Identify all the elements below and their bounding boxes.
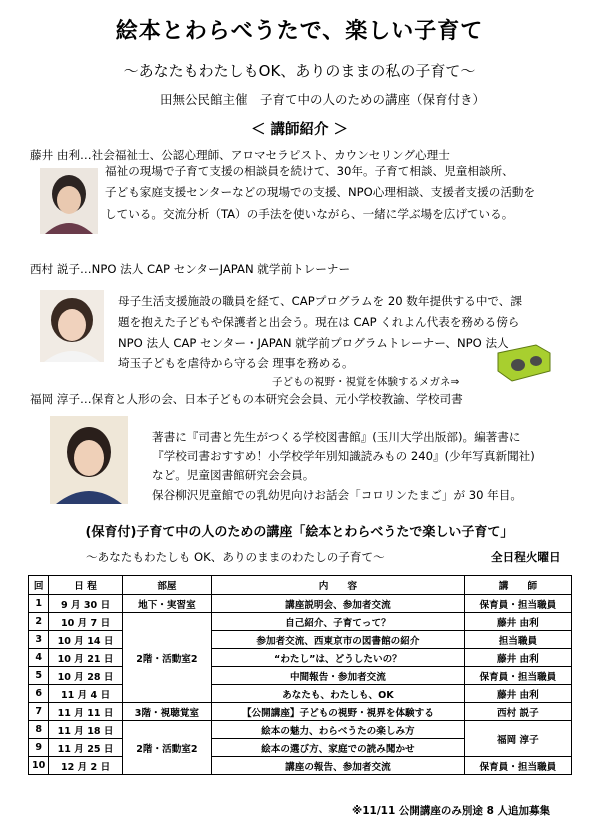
schedule-footnote: ※11/11 公開講座のみ別途 8 人追加募集 [352, 805, 551, 817]
row-date: 12 月 2 日 [49, 757, 122, 775]
row-date: 11 月 18 日 [49, 721, 122, 739]
table-row [29, 685, 572, 703]
lecturer-1-photo [40, 168, 98, 234]
row-date: 10 月 14 日 [49, 631, 122, 649]
lecturer-1-name: 藤井 由利…社会福祉士、公認心理師、アロマセラピスト、カウンセリング心理士 [30, 148, 450, 162]
course-subtitle: ～あなたもわたしも OK、ありのままのわたしの子育て～ [86, 550, 385, 564]
row-no: 9 [29, 739, 49, 757]
page-subtitle: ～あなたもわたしもOK、ありのままの私の子育て～ [123, 62, 476, 80]
row-content: 自己紹介、子育てって？ [212, 613, 465, 631]
row-room: 2階・活動室2 [122, 721, 211, 775]
row-content: 講座の報告、参加者交流 [212, 757, 465, 775]
lecturer-3-bio-line: など。児童図書館研究会会員。 [152, 468, 315, 482]
lecturer-2-bio-line: 題を抱えた子どもや保護者と出会う。現在は CAP くれよん代表を務める傍ら [118, 315, 520, 329]
lecturer-2-name: 西村 説子…NPO 法人 CAP センターJAPAN 就学前トレーナー [30, 262, 351, 276]
row-no: 4 [29, 649, 49, 667]
lecturer-1-bio-line: 福祉の現場で子育て支援の相談員を続けて、30年。子育て相談、児童相談所、 [105, 164, 514, 178]
row-room: 地下・実習室 [122, 595, 211, 613]
schedule-header-row [29, 576, 572, 595]
row-content: 【公開講座】子どもの視野・視界を体験する [212, 703, 465, 721]
row-date: 11 月 4 日 [49, 685, 122, 703]
table-row [29, 613, 572, 631]
lecturer-3-photo [50, 416, 128, 504]
table-row [29, 649, 572, 667]
lecturer-2-bio-line: 母子生活支援施設の職員を経て、CAPプログラムを 20 数年提供する中で、課 [118, 294, 522, 308]
row-content: “わたし”は、どうしたいの？ [212, 649, 465, 667]
row-lecturer: 保育員・担当職員 [464, 757, 571, 775]
row-lecturer: 福岡 淳子 [464, 721, 571, 757]
table-row [29, 667, 572, 685]
row-room: 3階・視聴覚室 [122, 703, 211, 721]
row-no: 5 [29, 667, 49, 685]
row-lecturer: 担当職員 [464, 631, 571, 649]
page-title: 絵本とわらべうたで、楽しい子育て [115, 19, 484, 44]
table-row [29, 703, 572, 721]
row-no: 1 [29, 595, 49, 613]
row-date: 11 月 11 日 [49, 703, 122, 721]
course-title: (保育付)子育て中の人のための講座「絵本とわらべうたで楽しい子育て」 [85, 525, 514, 540]
table-row [29, 757, 572, 775]
row-lecturer: 保育員・担当職員 [464, 667, 571, 685]
table-row [29, 721, 572, 739]
row-no: 10 [29, 757, 49, 775]
row-date: 10 月 28 日 [49, 667, 122, 685]
row-no: 2 [29, 613, 49, 631]
header-date: 日 程 [49, 576, 122, 595]
lecturer-section-heading: ＜ 講師紹介 ＞ [250, 122, 349, 138]
header-room: 部屋 [122, 576, 211, 595]
glasses-icon [496, 341, 552, 383]
row-lecturer: 保育員・担当職員 [464, 595, 571, 613]
row-date: 11 月 25 日 [49, 739, 122, 757]
table-row [29, 595, 572, 613]
lecturer-3-name: 福岡 淳子…保育と人形の会、日本子どもの本研究会会員、元小学校教諭、学校司書 [30, 392, 463, 406]
schedule-table [28, 575, 572, 775]
lecturer-2-bio-line: 埼玉子どもを虐待から守る会 理事を務める。 [118, 356, 354, 370]
lecturer-3-bio-line: 著書に『司書と先生がつくる学校図書館』(玉川大学出版部)。編著書に [152, 430, 521, 444]
lecturer-3-bio-line: 『学校司書おすすめ！小学校学年別知識読みもの 240』(少年写真新聞社) [152, 449, 535, 463]
row-date: 9 月 30 日 [49, 595, 122, 613]
row-content: 中間報告・参加者交流 [212, 667, 465, 685]
row-no: 8 [29, 721, 49, 739]
row-date: 10 月 21 日 [49, 649, 122, 667]
table-row [29, 631, 572, 649]
lecturer-1-bio-line: 子ども家庭支援センターなどの現場での支援、NPO心理相談、支援者支援の活動を [105, 185, 536, 199]
row-date: 10 月 7 日 [49, 613, 122, 631]
lecturer-2-photo [40, 290, 104, 362]
lecturer-2-bio-line: NPO 法人 CAP センター・JAPAN 就学前プログラムトレーナー、NPO 法人 [118, 336, 509, 350]
row-no: 3 [29, 631, 49, 649]
row-lecturer: 西村 説子 [464, 703, 571, 721]
row-lecturer: 藤井 由利 [464, 685, 571, 703]
row-content: 参加者交流、西東京市の図書館の紹介 [212, 631, 465, 649]
glasses-note: 子どもの視野・視覚を体験するメガネ⇒ [272, 376, 460, 388]
row-content: 絵本の選び方、家庭での読み聞かせ [212, 739, 465, 757]
row-content: あなたも、わたしも、OK [212, 685, 465, 703]
sponsor-line: 田無公民館主催 子育て中の人のための講座（保育付き） [160, 92, 486, 107]
header-content: 内 容 [212, 576, 465, 595]
row-room: 2階・活動室2 [122, 613, 211, 703]
lecturer-3-bio-line: 保谷柳沢児童館での乳幼児向けお話会「コロリンたまご」が 30 年目。 [152, 488, 522, 502]
header-no: 回 [29, 576, 49, 595]
row-content: 絵本の魅力、わらべうたの楽しみ方 [212, 721, 465, 739]
row-content: 講座説明会、参加者交流 [212, 595, 465, 613]
row-no: 6 [29, 685, 49, 703]
row-lecturer: 藤井 由利 [464, 649, 571, 667]
row-lecturer: 藤井 由利 [464, 613, 571, 631]
lecturer-1-bio-line: している。交流分析（TA）の手法を使いながら、一緒に学ぶ場を広げている。 [105, 207, 514, 221]
schedule-note: 全日程火曜日 [491, 550, 561, 564]
header-lecturer: 講 師 [464, 576, 571, 595]
row-no: 7 [29, 703, 49, 721]
